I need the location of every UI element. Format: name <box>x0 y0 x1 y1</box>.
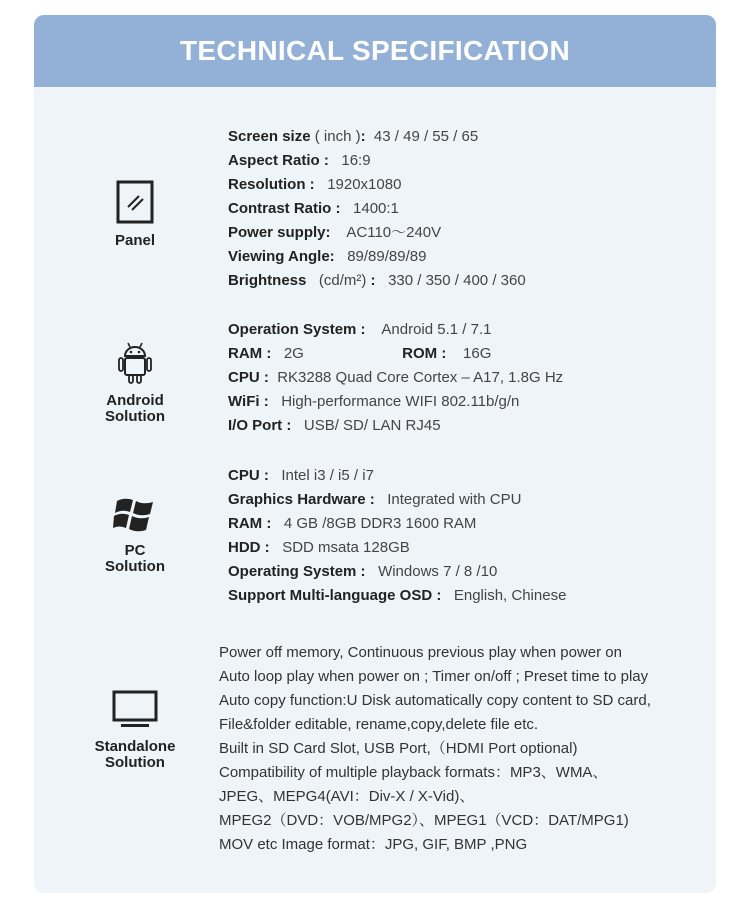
spec-row: RAM : 2G ROM : 16G <box>228 345 492 362</box>
list-item: Built in SD Card Slot, USB Port,（HDMI Port optional) <box>219 740 578 757</box>
spec-row: Support Multi-language OSD : English, Chinese <box>228 587 567 604</box>
monitor-icon <box>111 689 159 731</box>
list-item: File&folder editable, rename,copy,delete file etc. <box>219 716 539 733</box>
list-item: Compatibility of multiple playback formats：MP3、WMA、 <box>219 764 608 781</box>
pc-label: PC Solution <box>105 542 165 575</box>
spec-row: Operating System : Windows 7 / 8 /10 <box>228 563 498 580</box>
spec-row: RAM : 4 GB /8GB DDR3 1600 RAM <box>228 515 477 532</box>
spec-row: Resolution : 1920x1080 <box>228 176 402 193</box>
spec-card <box>34 15 716 893</box>
panel-label: Panel <box>114 232 156 249</box>
list-item: MPEG2（DVD：VOB/MPG2）、MPEG1（VCD：DAT/MPG1) <box>219 812 629 829</box>
spec-row: WiFi : High-performance WIFI 802.11b/g/n <box>228 393 520 410</box>
standalone-specs <box>219 641 651 857</box>
spec-row: Screen size ( inch ): 43 / 49 / 55 / 65 <box>228 128 479 145</box>
android-label: Android Solution <box>105 392 165 425</box>
spec-row: Graphics Hardware : Integrated with CPU <box>228 491 522 508</box>
pc-icon-group <box>89 493 181 575</box>
spec-row: HDD : SDD msata 128GB <box>228 539 410 556</box>
spec-row: Viewing Angle: 89/89/89/89 <box>228 248 427 265</box>
header-banner <box>34 15 716 87</box>
list-item: Auto copy function:U Disk automatically copy content to SD card, <box>219 692 651 709</box>
spec-row: Contrast Ratio : 1400:1 <box>228 200 399 217</box>
spec-row: Operation System : Android 5.1 / 7.1 <box>228 321 492 338</box>
standalone-label: Standalone Solution <box>94 738 176 771</box>
standalone-icon-group <box>89 689 181 771</box>
spec-row: CPU : RK3288 Quad Core Cortex – A17, 1.8G Hz <box>228 369 564 386</box>
list-item: Power off memory, Continuous previous play when power on <box>219 644 622 661</box>
list-item: MOV etc Image format：JPG, GIF, BMP ,PNG <box>219 836 528 853</box>
panel-specs <box>228 125 526 293</box>
spec-row: Aspect Ratio : 16:9 <box>228 152 371 169</box>
pc-specs <box>228 464 566 608</box>
android-icon-group <box>89 341 181 425</box>
android-specs <box>228 318 563 438</box>
panel-icon-group <box>89 179 181 249</box>
list-item: Auto loop play when power on ; Timer on/off ; Preset time to play <box>219 668 649 685</box>
spec-row: Brightness (cd/m²) : 330 / 350 / 400 / 360 <box>228 272 526 289</box>
page-title: TECHNICAL SPECIFICATION <box>179 35 571 66</box>
panel-icon <box>115 179 155 225</box>
list-item: JPEG、MEPG4(AVI：Div-X / X-Vid)、 <box>219 788 475 805</box>
windows-icon <box>113 493 157 535</box>
spec-row: Power supply: AC110～240V <box>228 224 442 241</box>
spec-row: CPU : Intel i3 / i5 / i7 <box>228 467 374 484</box>
android-icon <box>118 341 152 385</box>
spec-row: I/O Port : USB/ SD/ LAN RJ45 <box>228 417 441 434</box>
